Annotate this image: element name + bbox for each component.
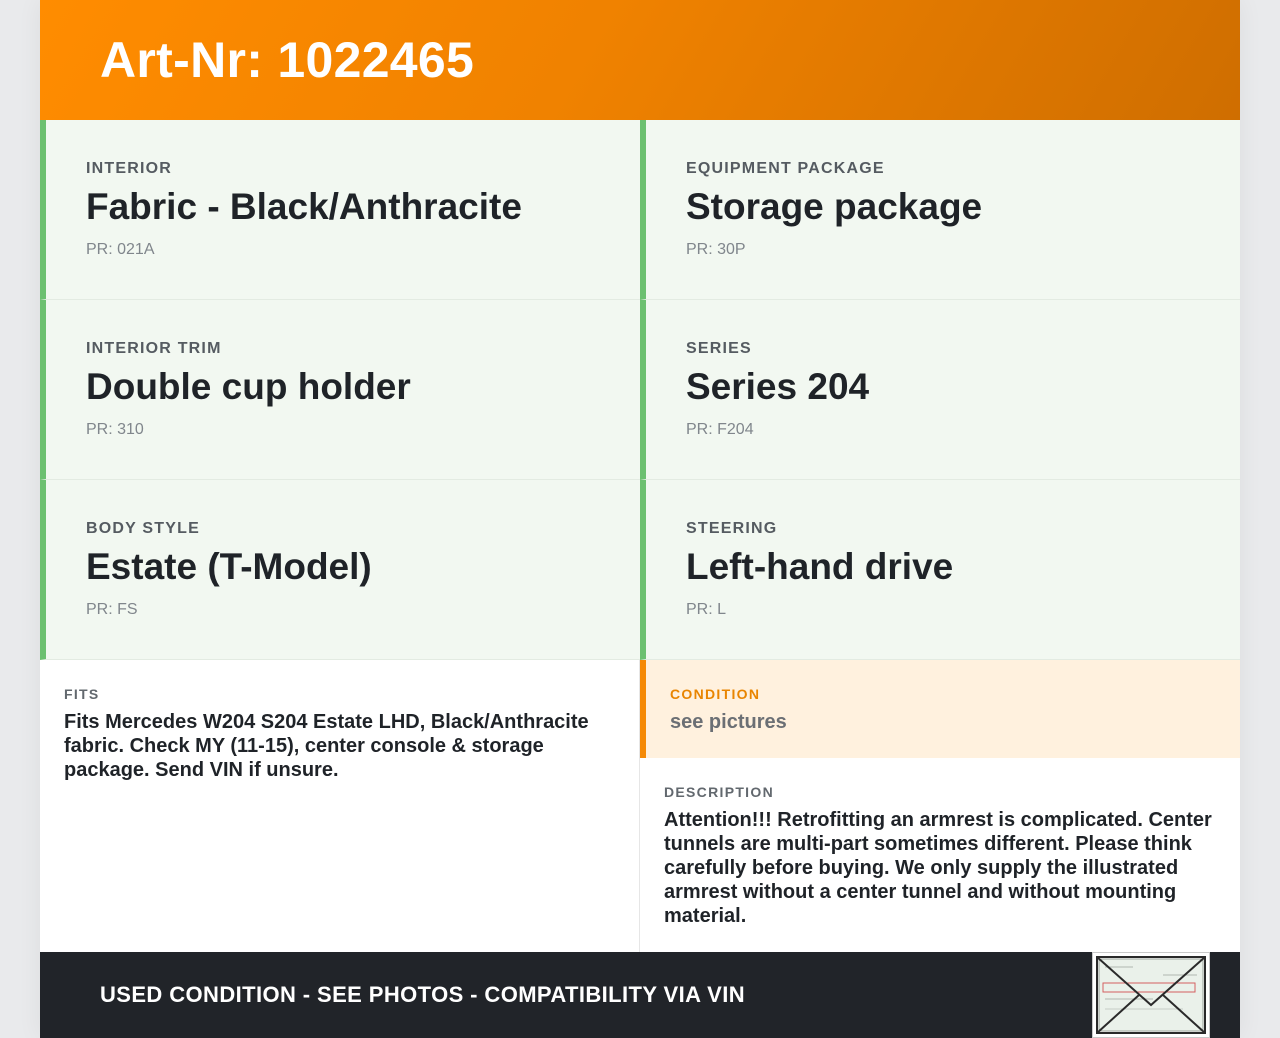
right-details-column (640, 660, 1240, 952)
spec-grid (40, 120, 1240, 660)
description-panel (640, 758, 1240, 928)
spec-value: Series 204 (686, 366, 870, 407)
fits-panel (40, 660, 640, 952)
spec-steering (640, 480, 1240, 660)
fits-label: FITS (64, 686, 100, 702)
spec-value: Fabric - Black/Anthracite (86, 186, 522, 227)
spec-value: Left-hand drive (686, 546, 954, 587)
spec-label: STEERING (686, 520, 778, 537)
article-number-title: Art-Nr: 1022465 (100, 32, 475, 88)
spec-interior-trim (40, 300, 640, 480)
condition-panel (640, 660, 1240, 758)
spec-label: INTERIOR TRIM (86, 340, 222, 357)
spec-value: Storage package (686, 186, 983, 227)
footer-bar (40, 952, 1240, 1038)
spec-pr-code: PR: F204 (686, 421, 754, 438)
spec-value: Double cup holder (86, 366, 411, 407)
spec-value: Estate (T-Model) (86, 546, 372, 587)
fits-text: Fits Mercedes W204 S204 Estate LHD, Black/Anthracite fabric. Check MY (11-15), center console & storage package. Send VIN if unsure. (64, 711, 589, 781)
spec-pr-code: PR: FS (86, 601, 138, 618)
envelope-label-photo-icon (1092, 952, 1210, 1038)
spec-body-style (40, 480, 640, 660)
spec-pr-code: PR: 021A (86, 241, 155, 258)
description-label: DESCRIPTION (664, 784, 774, 800)
footer-text: USED CONDITION - SEE PHOTOS - COMPATIBILITY VIA VIN (100, 982, 746, 1007)
details-section (40, 660, 1240, 952)
condition-label: CONDITION (670, 686, 761, 702)
spec-label: SERIES (686, 340, 752, 357)
header-banner (40, 0, 1240, 120)
spec-equipment-package (640, 120, 1240, 300)
condition-value: see pictures (670, 711, 787, 733)
spec-label: EQUIPMENT PACKAGE (686, 160, 885, 177)
spec-label: BODY STYLE (86, 520, 200, 537)
spec-interior (40, 120, 640, 300)
spec-pr-code: PR: L (686, 601, 727, 618)
spec-label: INTERIOR (86, 160, 173, 177)
product-sheet (40, 0, 1240, 1038)
spec-pr-code: PR: 310 (86, 421, 144, 438)
spec-series (640, 300, 1240, 480)
description-text: Attention!!! Retrofitting an armrest is complicated. Center tunnels are multi-part sometimes different. Please think carefully before buying. We only supply the illustrated armrest without a center tunnel and without mounting material. (664, 809, 1212, 927)
spec-pr-code: PR: 30P (686, 241, 746, 258)
